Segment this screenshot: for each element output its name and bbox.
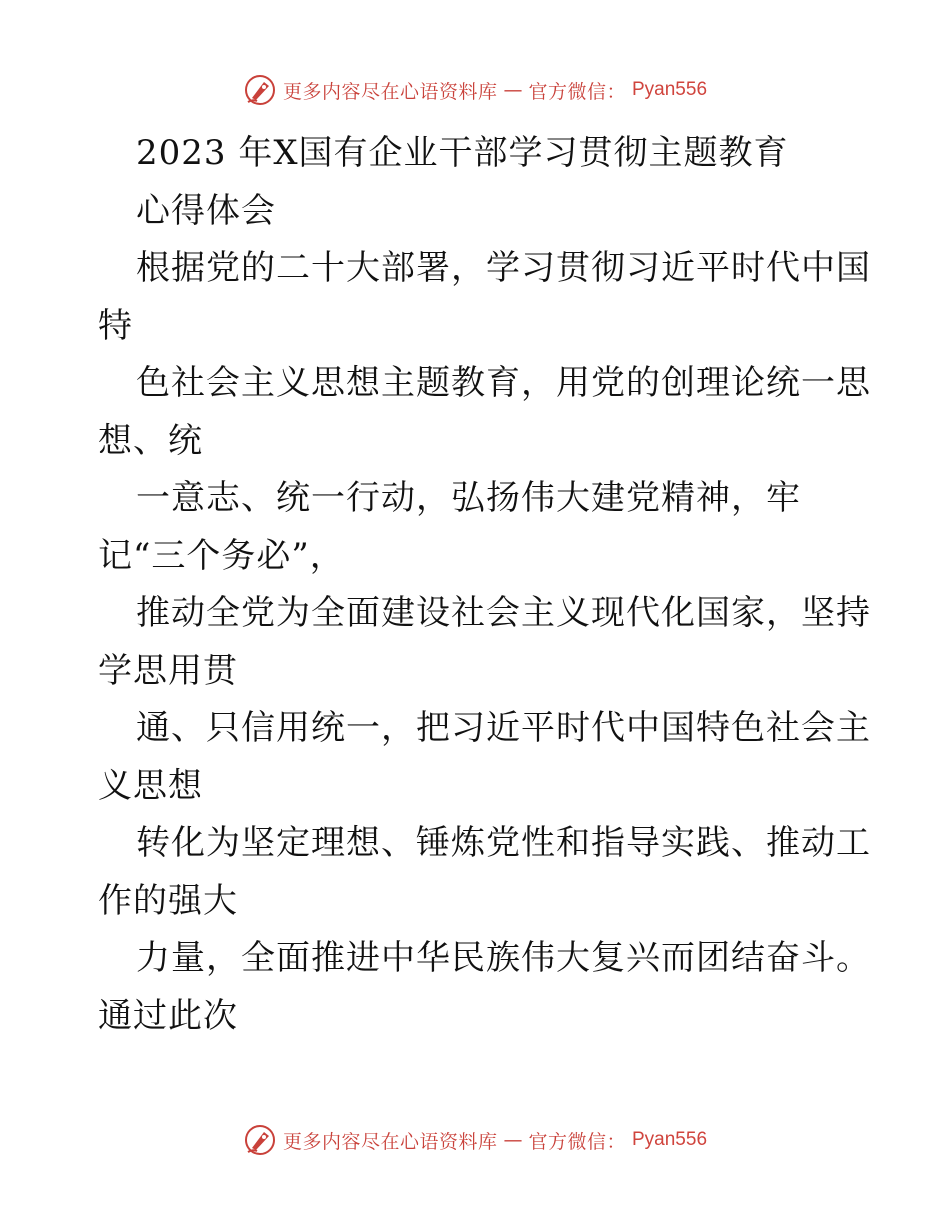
text-line: 根据党的二十大部署，学习贯彻习近平时代中国 (136, 248, 871, 288)
text-line: 通、只信用统一，把习近平时代中国特色社会主 (136, 708, 871, 748)
text-line: 特 (98, 305, 133, 346)
pen-nib-icon (243, 73, 277, 107)
footer-banner (0, 1120, 950, 1160)
text-line: 转化为坚定理想、锤炼党性和指导实践、推动工 (136, 823, 871, 863)
footer-banner-content (243, 1123, 707, 1157)
text-line: 义思想 (98, 765, 203, 806)
text-line: 通过此次 (98, 995, 238, 1036)
text-line: 想、统 (98, 420, 203, 461)
header-banner-wechat-label: 官方微信： (528, 80, 626, 103)
text-line: 推动全党为全面建设社会主义现代化国家，坚持 (136, 593, 871, 633)
pen-nib-icon (243, 1123, 277, 1157)
footer-banner-wechat-id: Pyan556 (632, 1129, 708, 1150)
text-line: 记“三个务必”， (98, 535, 345, 576)
header-banner-text: 更多内容尽在心语资料库 (282, 80, 498, 103)
header-banner-content (243, 73, 707, 107)
text-line: 学思用贯 (98, 650, 238, 691)
text-line: 2023 年X国有企业干部学习贯彻主题教育 (136, 133, 789, 173)
footer-banner-wechat-label: 官方微信： (528, 1130, 626, 1153)
text-line: 力量，全面推进中华民族伟大复兴而团结奋斗。 (136, 938, 871, 978)
footer-banner-text: 更多内容尽在心语资料库 (282, 1130, 498, 1153)
footer-banner-separator: — (503, 1129, 523, 1151)
document-body (98, 125, 871, 1045)
text-line: 作的强大 (98, 880, 238, 921)
text-line: 色社会主义思想主题教育，用党的创理论统一思 (136, 363, 871, 403)
text-line: 心得体会 (136, 190, 276, 231)
header-banner-separator: — (503, 79, 523, 101)
header-banner (0, 70, 950, 110)
text-line: 一意志、统一行动，弘扬伟大建党精神，牢 (136, 478, 801, 518)
header-banner-wechat-id: Pyan556 (632, 79, 708, 100)
